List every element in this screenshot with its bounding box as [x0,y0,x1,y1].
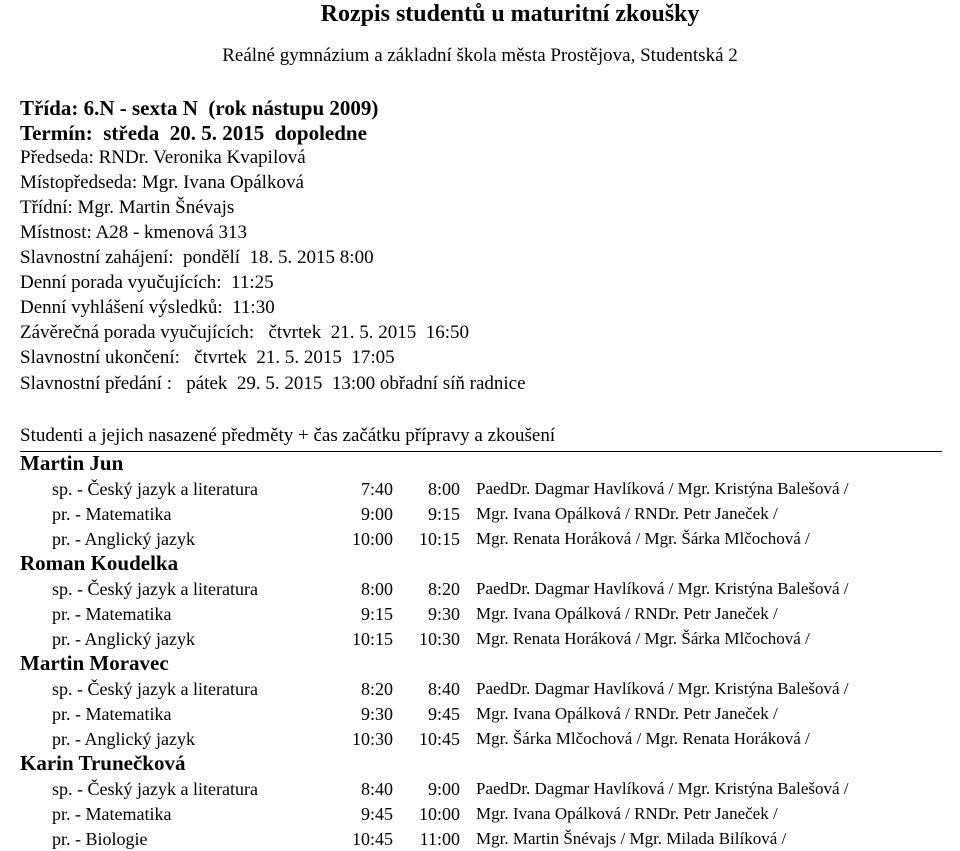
prep-time: 9:30 [360,704,393,724]
prep-time: 8:00 [360,579,393,599]
prep-time: 10:15 [351,629,393,649]
exam-subject: pr. - Matematika [52,504,172,524]
exam-time: 9:00 [427,779,460,799]
prep-time: 7:40 [360,479,393,499]
prep-time: 8:40 [360,779,393,799]
prep-time: 9:15 [360,604,393,624]
exam-subject: pr. - Anglický jazyk [52,529,195,549]
header-line: Třída: 6.N - sexta N (rok nástupu 2009) [20,96,379,120]
examiners: PaedDr. Dagmar Havlíková / Mgr. Kristýna Balešová / [476,479,849,498]
exam-row [0,627,960,651]
exam-row [0,777,960,801]
header-line: Závěrečná porada vyučujících: čtvrtek 21. 5. 2015 16:50 [20,322,469,343]
exam-time: 8:40 [427,679,460,699]
exam-time: 10:30 [418,629,460,649]
exam-subject: pr. - Biologie [52,829,148,849]
examiners: Mgr. Ivana Opálková / RNDr. Petr Janeček / [476,604,778,623]
prep-time: 10:45 [351,829,393,849]
exam-row [0,827,960,851]
header-line: Místnost: A28 - kmenová 313 [20,222,247,243]
header-line: Denní porada vyučujících: 11:25 [20,272,274,293]
examiners: Mgr. Ivana Opálková / RNDr. Petr Janeček / [476,504,778,523]
header-line: Termín: středa 20. 5. 2015 dopoledne [20,121,367,145]
divider [20,451,942,452]
header-line: Slavnostní zahájení: pondělí 18. 5. 2015 8:00 [20,247,374,268]
examiners: Mgr. Martin Šnévajs / Mgr. Milada Bilíková / [476,829,787,848]
page-title: Rozpis studentů u maturitní zkoušky [320,1,700,27]
header-line: Místopředseda: Mgr. Ivana Opálková [20,172,304,193]
exam-time: 9:30 [427,604,460,624]
exam-row [0,477,960,501]
examiners: Mgr. Šárka Mlčochová / Mgr. Renata Horáková / [476,729,810,748]
exam-time: 10:45 [418,729,460,749]
student-name: Martin Moravec [20,651,169,675]
exam-subject: pr. - Anglický jazyk [52,629,195,649]
examiners: Mgr. Renata Horáková / Mgr. Šárka Mlčochová / [476,629,810,648]
student-name: Martin Jun [20,451,124,475]
exam-subject: sp. - Český jazyk a literatura [52,479,258,499]
header-line: Třídní: Mgr. Martin Šnévajs [20,197,235,218]
exam-time: 9:45 [427,704,460,724]
exam-row [0,577,960,601]
prep-time: 9:45 [360,804,393,824]
exam-row [0,502,960,526]
exam-subject: pr. - Anglický jazyk [52,729,195,749]
exam-time: 8:00 [427,479,460,499]
header-line: Slavnostní předání : pátek 29. 5. 2015 13:00 obřadní síň radnice [20,373,526,394]
examiners: Mgr. Ivana Opálková / RNDr. Petr Janeček / [476,704,778,723]
exam-row [0,802,960,826]
header-line: Denní vyhlášení výsledků: 11:30 [20,297,275,318]
exam-row [0,527,960,551]
prep-time: 9:00 [360,504,393,524]
prep-time: 10:30 [351,729,393,749]
exam-row [0,702,960,726]
examiners: PaedDr. Dagmar Havlíková / Mgr. Kristýna Balešová / [476,779,849,798]
prep-time: 10:00 [351,529,393,549]
prep-time: 8:20 [360,679,393,699]
examiners: PaedDr. Dagmar Havlíková / Mgr. Kristýna Balešová / [476,679,849,698]
exam-subject: sp. - Český jazyk a literatura [52,579,258,599]
examiners: PaedDr. Dagmar Havlíková / Mgr. Kristýna Balešová / [476,579,849,598]
exam-row [0,727,960,751]
exam-subject: pr. - Matematika [52,804,172,824]
student-name: Roman Koudelka [20,551,179,575]
header-line: Předseda: RNDr. Veronika Kvapilová [20,147,306,168]
exam-time: 10:00 [418,804,460,824]
header-line: Slavnostní ukončení: čtvrtek 21. 5. 2015 17:05 [20,347,395,368]
exam-subject: sp. - Český jazyk a literatura [52,679,258,699]
student-name: Karin Trunečková [20,751,186,775]
exam-time: 9:15 [427,504,460,524]
exam-time: 10:15 [418,529,460,549]
examiners: Mgr. Ivana Opálková / RNDr. Petr Janeček / [476,804,778,823]
students-heading: Studenti a jejich nasazené předměty + čas začátku přípravy a zkoušení [20,425,556,446]
exam-row [0,602,960,626]
exam-row [0,677,960,701]
school-name: Reálné gymnázium a základní škola města Prostějova, Studentská 2 [222,45,738,66]
exam-subject: sp. - Český jazyk a literatura [52,779,258,799]
exam-time: 11:00 [419,829,460,849]
exam-subject: pr. - Matematika [52,604,172,624]
exam-time: 8:20 [427,579,460,599]
exam-subject: pr. - Matematika [52,704,172,724]
examiners: Mgr. Renata Horáková / Mgr. Šárka Mlčochová / [476,529,810,548]
